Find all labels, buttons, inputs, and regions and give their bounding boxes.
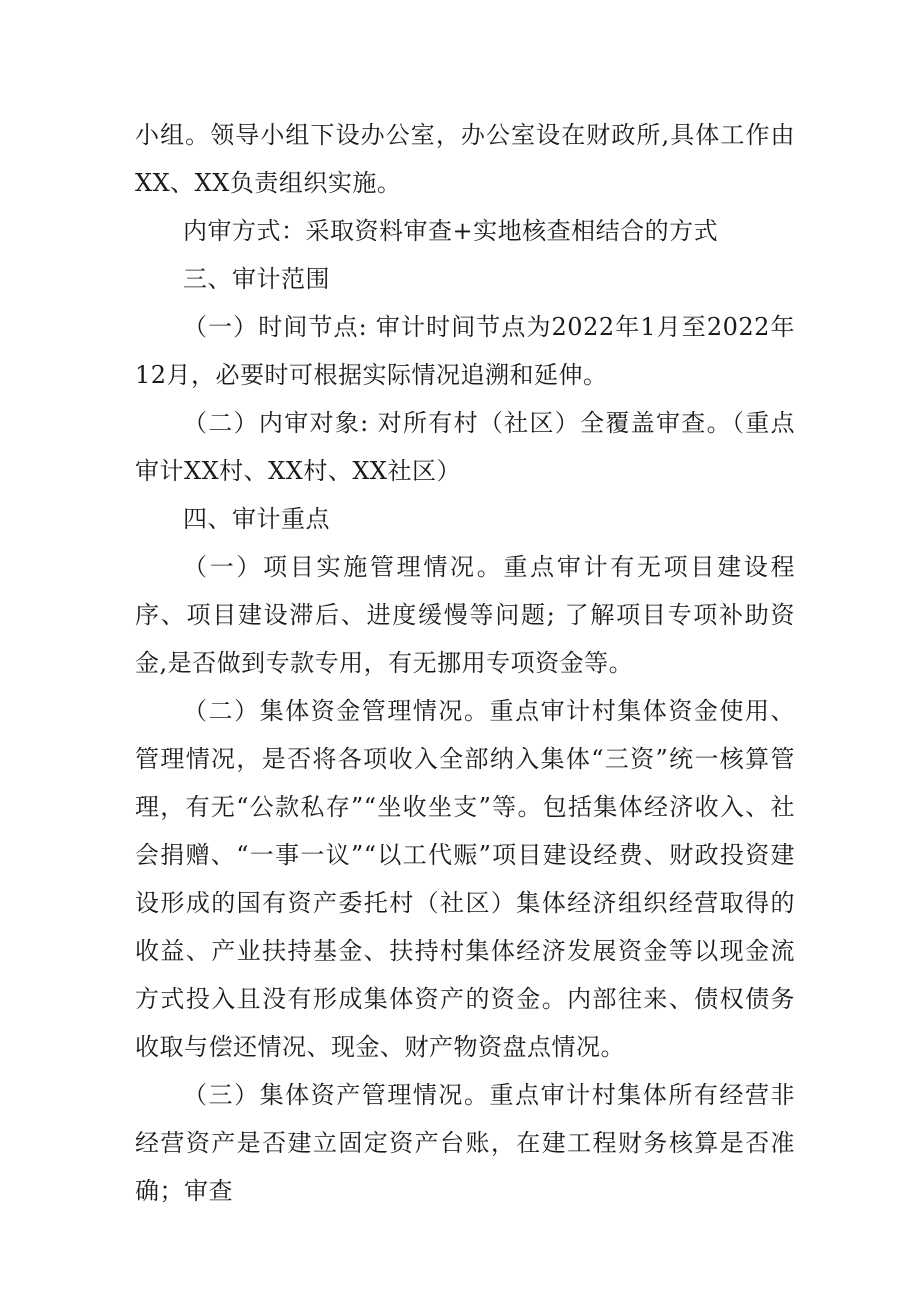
paragraph-audit-target: （二）内审对象: 对所有村（社区）全覆盖审查。（重点审计XX村、XX村、XX社区） [135, 409, 795, 485]
paragraph-audit-method: 内审方式：采取资料审查+实地核查相结合的方式 [183, 217, 719, 245]
section-heading-audit-focus: 四、审计重点 [183, 505, 330, 533]
paragraph-time-node: （一）时间节点: 审计时间节点为2022年1月至2022年12月，必要时可根据实际情况追溯和延伸。 [135, 313, 795, 389]
paragraph-collective-funds: （二）集体资金管理情况。重点审计村集体资金使用、管理情况，是否将各项收入全部纳入集体“三资”统一核算管理，有无“公款私存”“坐收坐支”等。包括集体经济收入、社会捐赠、“一事一议”“以工代赈”项目建设经费、财政投资建设形成的国有资产委托村（社区）集体经济组织经营取得的收益、产业扶持基金、扶持村集体经济发展资金等以现金流方式投入且没有形成集体资产的资金。内部往来、债权债务收取与偿还情况、现金、财产物资盘点情况。 [135, 697, 795, 1061]
paragraph-leading-group: 小组。领导小组下设办公室，办公室设在财政所,具体工作由XX、XX负责组织实施。 [135, 121, 795, 197]
paragraph-project-management: （一）项目实施管理情况。重点审计有无项目建设程序、项目建设滞后、进度缓慢等问题; 了解项目专项补助资金,是否做到专款专用，有无挪用专项资金等。 [135, 553, 795, 677]
section-heading-audit-scope: 三、审计范围 [183, 265, 330, 293]
document-body [135, 111, 795, 1215]
paragraph-collective-assets: （三）集体资产管理情况。重点审计村集体所有经营非经营资产是否建立固定资产台账，在建工程财务核算是否准确；审查 [135, 1081, 795, 1205]
